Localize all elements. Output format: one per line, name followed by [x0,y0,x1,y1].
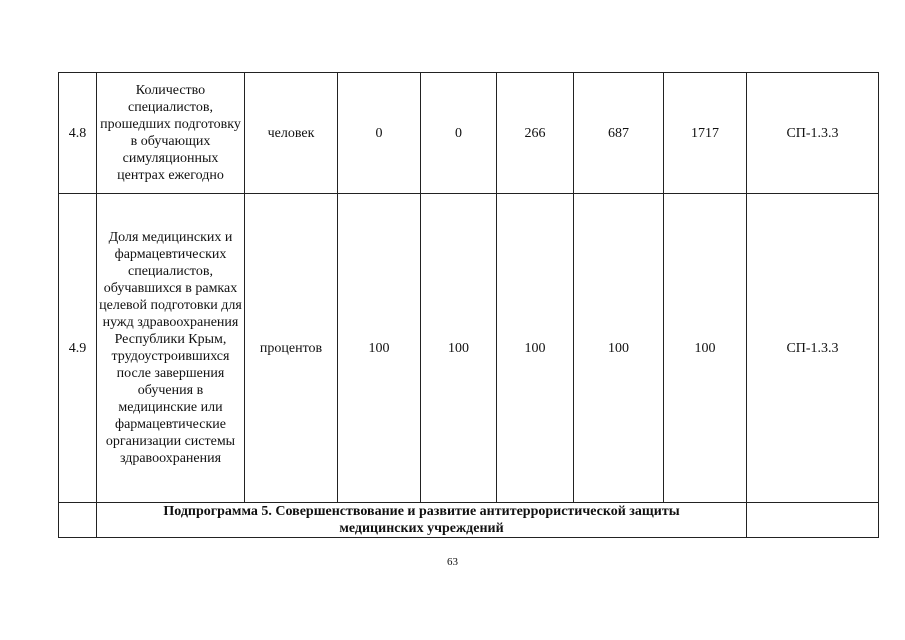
value-cell: 266 [497,73,574,194]
value-cell: 1717 [664,73,747,194]
page-number: 63 [447,556,458,568]
value-cell: 0 [421,73,497,194]
value-cell: 100 [497,194,574,503]
indicator-table [58,72,879,538]
code-cell: СП-1.3.3 [747,73,879,194]
code-cell: СП-1.3.3 [747,194,879,503]
value-cell: 100 [338,194,421,503]
table-row [59,194,879,503]
subprogram-title-line1: Подпрограмма 5. Совершенствование и развитие антитеррористической защиты [163,504,680,519]
value-cell: 687 [574,73,664,194]
unit-cell: человек [245,73,338,194]
value-cell: 100 [574,194,664,503]
value-cell: 100 [421,194,497,503]
row-number: 4.8 [59,73,97,194]
value-cell: 0 [338,73,421,194]
indicator-name: Доля медицинских и фармацевтических специалистов, обучавшихся в рамках целевой подготовки для нужд здравоохранения Республики Крым, трудоустроившихся после завершения обучения в медицинские или фармацевтические организации системы здравоохранения [97,194,245,503]
indicator-name: Количество специалистов, прошедших подготовку в обучающих симуляционных центрах ежегодно [97,73,245,194]
empty-cell [747,503,879,538]
value-cell: 100 [664,194,747,503]
subprogram-row [59,503,879,538]
empty-cell [59,503,97,538]
subprogram-title-line2: медицинских учреждений [339,521,504,536]
unit-cell: процентов [245,194,338,503]
subprogram-title [97,503,747,538]
row-number: 4.9 [59,194,97,503]
table-row [59,73,879,194]
